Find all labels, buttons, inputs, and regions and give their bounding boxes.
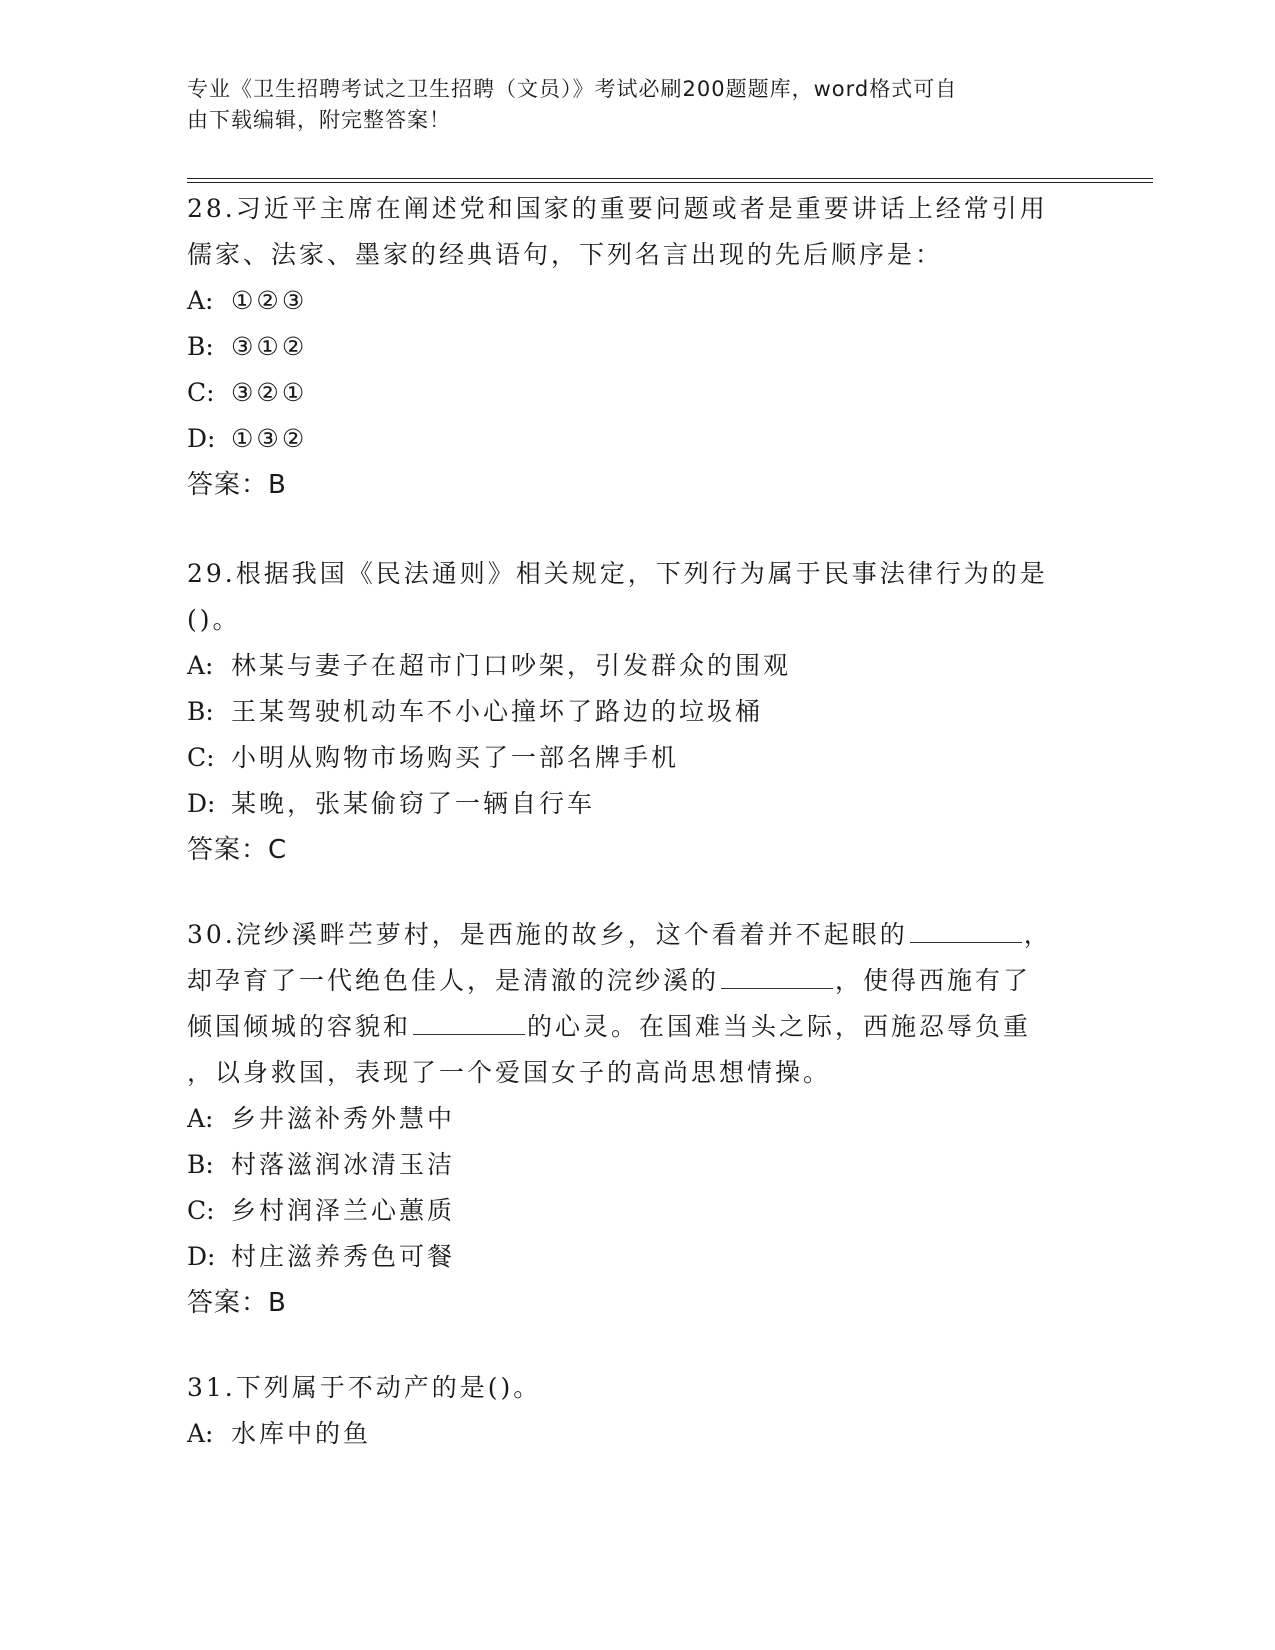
question-30-option-c (187, 1188, 1067, 1234)
question-30-stem-line-2 (187, 958, 1067, 1004)
option-label: B: (187, 1150, 214, 1179)
question-29-option-d (187, 781, 1067, 827)
document-header (187, 74, 1067, 136)
option-label: C: (187, 743, 215, 772)
stem-text: ，使得西施有了 (835, 966, 1032, 995)
stem-text: 倾国倾城的容貌和 (187, 1012, 412, 1041)
option-text: 乡井滋补秀外慧中 (231, 1104, 456, 1133)
question-30 (187, 912, 1067, 1326)
question-28-option-c (187, 370, 1067, 416)
stem-text: ， (1023, 920, 1052, 949)
option-label: A: (187, 1104, 214, 1133)
question-29-option-b (187, 689, 1067, 735)
question-29 (187, 551, 1067, 873)
option-label: A: (187, 651, 214, 680)
stem-text: 30.浣纱溪畔苎萝村，是西施的故乡，这个看着并不起眼的 (187, 920, 908, 949)
option-text: 水库中的鱼 (231, 1419, 372, 1448)
header-line-2: 由下载编辑，附完整答案！ (187, 108, 451, 132)
header-line-1: 专业《卫生招聘考试之卫生招聘（文员）》考试必刷200题题库，word格式可自 (187, 77, 958, 101)
question-28-option-a (187, 278, 1067, 324)
question-28-stem-line-2: 儒家、法家、墨家的经典语句，下列名言出现的先后顺序是： (187, 240, 944, 269)
question-29-stem-line-1: 29.根据我国《民法通则》相关规定，下列行为属于民事法律行为的是 (187, 559, 1048, 588)
question-28-answer: 答案：B (187, 470, 287, 500)
fill-in-blank-2 (721, 966, 833, 989)
option-text: 村庄滋养秀色可餐 (231, 1242, 456, 1271)
question-29-option-c (187, 735, 1067, 781)
option-label: B: (187, 697, 214, 726)
option-text: 林某与妻子在超市门口吵架，引发群众的围观 (231, 651, 792, 680)
question-28-option-d (187, 416, 1067, 462)
option-text: 王某驾驶机动车不小心撞坏了路边的垃圾桶 (231, 697, 764, 726)
question-31-stem-line-1: 31.下列属于不动产的是()。 (187, 1373, 542, 1402)
option-label: D: (187, 1242, 216, 1271)
option-label: C: (187, 378, 215, 407)
question-30-option-a (187, 1096, 1067, 1142)
question-30-stem-line-3 (187, 1004, 1067, 1050)
option-label: B: (187, 332, 214, 361)
question-30-option-b (187, 1142, 1067, 1188)
option-text: ③①② (231, 332, 308, 361)
option-label: D: (187, 424, 216, 453)
option-label: A: (187, 286, 214, 315)
question-28-option-b (187, 324, 1067, 370)
option-text: ①③② (231, 424, 308, 453)
header-rule-top (187, 178, 1153, 179)
option-text: ①②③ (231, 286, 308, 315)
option-label: D: (187, 789, 216, 818)
question-31 (187, 1365, 1067, 1457)
fill-in-blank-1 (910, 920, 1022, 943)
option-text: 小明从购物市场购买了一部名牌手机 (231, 743, 680, 772)
question-29-answer: 答案：C (187, 835, 288, 865)
stem-text: 却孕育了一代绝色佳人，是清澈的浣纱溪的 (187, 966, 720, 995)
question-31-option-a (187, 1411, 1067, 1457)
question-29-stem-line-2: ()。 (187, 605, 241, 634)
option-label: C: (187, 1196, 215, 1225)
stem-text: 的心灵。在国难当头之际，西施忍辱负重 (527, 1012, 1032, 1041)
question-30-answer: 答案：B (187, 1288, 287, 1318)
option-label: A: (187, 1419, 214, 1448)
option-text: 乡村润泽兰心蕙质 (231, 1196, 456, 1225)
question-30-stem-line-1 (187, 912, 1067, 958)
question-28 (187, 186, 1067, 508)
option-text: ③②① (231, 378, 308, 407)
header-rule-bottom (187, 182, 1153, 183)
question-30-option-d (187, 1234, 1067, 1280)
fill-in-blank-3 (413, 1012, 525, 1035)
option-text: 村落滋润冰清玉洁 (231, 1150, 456, 1179)
question-28-stem-line-1: 28.习近平主席在阐述党和国家的重要问题或者是重要讲话上经常引用 (187, 194, 1048, 223)
question-30-stem-line-4: ，以身救国，表现了一个爱国女子的高尚思想情操。 (187, 1058, 832, 1087)
option-text: 某晚，张某偷窃了一辆自行车 (231, 789, 596, 818)
question-29-option-a (187, 643, 1067, 689)
